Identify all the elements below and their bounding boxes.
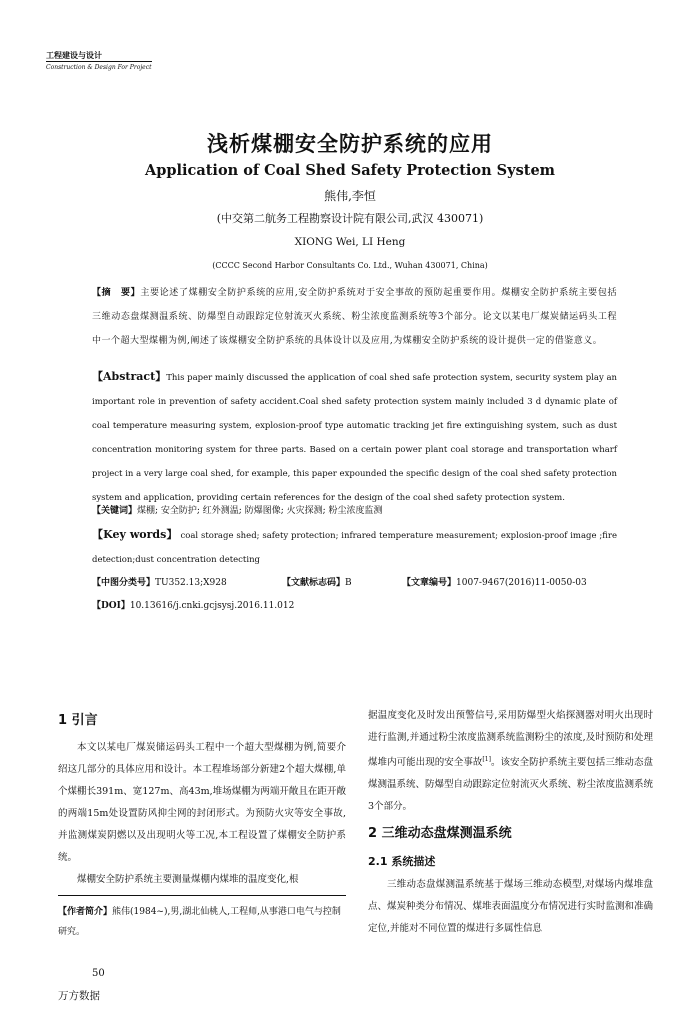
doc-code: 【文献标志码】B [282, 578, 352, 588]
keywords-cn-text: 煤棚; 安全防护; 红外测温; 防爆图像; 火灾探测; 粉尘浓度监测 [137, 506, 383, 516]
section-2-1-heading: 2.1 系统描述 [368, 855, 436, 869]
author-note: 【作者简介】熊伟(1984~),男,湖北仙桃人,工程师,从事港口电气与控制研究。 [58, 895, 346, 942]
section-1-paragraph-2: 煤棚安全防护系统主要测量煤棚内煤堆的温度变化,根 [77, 874, 299, 885]
abstract-en-text: This paper mainly discussed the application of coal shed safe protection system, security system play an important role in prevention of safety accident.Coal shed safety protection system mainly included 3 d dynamic plate of coal temperature measuring system, explosion-proof type automatic tracking jet fire extinguishing system, such as dust concentration monitoring system for three parts. Based on a certain power plant coal storage and transportation wharf project in a very large coal shed, for example, this paper expounded the specific design of the coal shed safety protection system and application, providing certain references for the design of the coal shed safety protection system. [92, 373, 618, 503]
journal-header [46, 50, 152, 72]
authors-cn: 熊伟,李恒 [324, 189, 376, 203]
keywords-en [92, 523, 617, 572]
classification-row [92, 575, 617, 595]
abstract-en-label: 【Abstract】 [92, 370, 167, 383]
keywords-cn-label: 【关键词】 [92, 506, 138, 516]
authors-en: XIONG Wei, LI Heng [294, 236, 406, 248]
page-number: 50 [92, 968, 105, 979]
keywords-cn [92, 499, 617, 523]
abstract-en [92, 365, 617, 510]
clc-code: 【中图分类号】TU352.13;X928 [92, 578, 227, 588]
journal-subtitle: Construction & Design For Project [46, 61, 152, 72]
section-2-1-paragraph: 三维动态盘煤测温系统基于煤场三维动态模型,对煤场内煤堆盘点、煤炭种类分布情况、煤堆表面温度分布情况进行实时监测和准确定位,并能对不同位置的煤进行多属性信息 [368, 879, 654, 935]
paper-title-cn: 浅析煤棚安全防护系统的应用 [207, 132, 493, 156]
right-paragraph-1: 据温度变化及时发出预警信号,采用防爆型火焰探测器对明火出现时进行监测,并通过粉尘浓度监测系统监测粉尘的浓度,及时预防和处理煤堆内可能出现的安全事故[1]。该安全防护系统主要包括三维动态盘煤测温系统、防爆型自动跟踪定位射流灭火系统、粉尘浓度监测系统3个部分。 [368, 710, 654, 813]
abstract-cn-text: 主要论述了煤棚安全防护系统的应用,安全防护系统对于安全事故的预防起重要作用。煤棚安全防护系统主要包括三维动态盘煤测温系统、防爆型自动跟踪定位射流灭火系统、粉尘浓度监测系统等3个部分。论文以某电厂煤炭储运码头工程中一个超大型煤棚为例,阐述了该煤棚安全防护系统的具体设计以及应用,为煤棚安全防护系统的设计提供一定的借鉴意义。 [92, 288, 617, 346]
affiliation-cn: (中交第二航务工程勘察设计院有限公司,武汉 430071) [216, 212, 484, 225]
journal-title: 工程建设与设计 [46, 51, 102, 60]
doi: 【DOI】10.13616/j.cnki.gcjsysj.2016.11.012 [92, 601, 295, 611]
keywords-en-label: 【Key words】 [92, 528, 178, 541]
paper-title-en: Application of Coal Shed Safety Protection System [144, 162, 556, 179]
body-right-column [368, 705, 653, 940]
abstract-cn [92, 281, 617, 353]
abstract-cn-label: 【摘 要】 [92, 288, 141, 298]
footer-watermark: 万方数据 [58, 990, 100, 1002]
body-left-column [58, 705, 346, 891]
citation-ref[interactable]: [1] [482, 756, 491, 763]
article-number: 【文章编号】1007-9467(2016)11-0050-03 [402, 578, 587, 588]
keywords-en-text: coal storage shed; safety protection; infrared temperature measurement; explosion-proof image ;fire detection;dust concentration detecting [92, 531, 618, 565]
section-1-paragraph-1: 本文以某电厂煤炭储运码头工程中一个超大型煤棚为例,简要介绍这几部分的具体应用和设计。本工程堆场部分新建2个超大煤棚,单个煤棚长391m、宽127m、高43m,堆场煤棚为两端开敞且在距开敞的两端15m处设置防风抑尘网的封闭形式。为预防火灾等安全事故,并监测煤炭阴燃以及出现明火等工况,本工程设置了煤棚安全防护系统。 [58, 742, 346, 863]
affiliation-en: (CCCC Second Harbor Consultants Co. Ltd., Wuhan 430071, China) [212, 261, 488, 270]
section-1-heading: 1 引言 [58, 713, 98, 728]
section-2-heading: 2 三维动态盘煤测温系统 [368, 826, 512, 842]
